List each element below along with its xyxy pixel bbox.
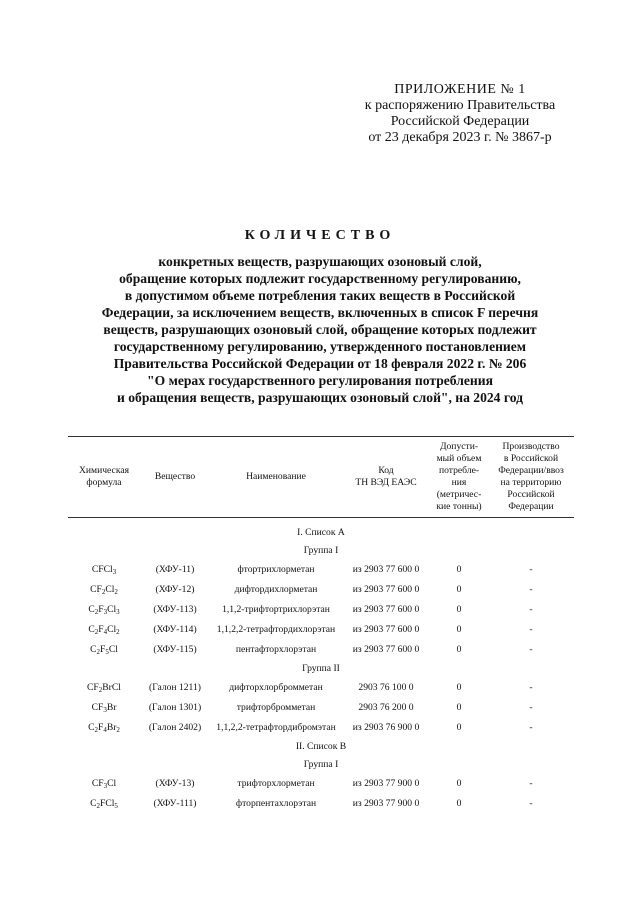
production-cell: -	[529, 682, 533, 693]
production-cell: -	[529, 722, 533, 733]
formula-part: 2	[94, 608, 99, 616]
formula-part: CF	[91, 778, 104, 789]
appendix-block	[330, 82, 590, 146]
header-line: ния	[451, 477, 467, 488]
table-header-row	[68, 437, 574, 518]
formula-cell	[68, 678, 140, 698]
formula-part: CF	[90, 584, 102, 595]
substance-cell: (ХФУ-114)	[153, 624, 197, 635]
document-subtitle	[60, 253, 580, 406]
formula-part: C	[88, 624, 95, 635]
substance-cell: (ХФУ-113)	[153, 604, 197, 615]
table-body	[68, 518, 574, 815]
substance-cell: (Галон 1211)	[149, 682, 201, 693]
formula-cell	[68, 640, 140, 660]
formula-cell	[68, 580, 140, 600]
group-title-row	[68, 660, 574, 678]
allowed-cell: 0	[456, 604, 462, 615]
formula-cell	[68, 794, 140, 814]
code-cell: из 2903 77 900 0	[352, 778, 420, 789]
group-title: Группа I	[303, 759, 339, 770]
name-cell: трифторхлорметан	[237, 778, 315, 789]
formula-part: 2	[96, 648, 100, 656]
substance-cell: (ХФУ-115)	[153, 644, 197, 655]
document-heading	[60, 228, 580, 406]
code-cell: из 2903 77 600 0	[352, 644, 420, 655]
formula-cell	[68, 698, 140, 718]
group-title: Группа II	[302, 663, 340, 674]
header-line: кие тонны)	[436, 501, 482, 512]
header-line: мый объем	[436, 453, 482, 464]
formula-part: C	[88, 604, 95, 615]
formula-cell	[68, 560, 140, 580]
substance-cell: (Галон 1301)	[148, 702, 202, 713]
formula-cell	[68, 600, 140, 620]
substance-cell: (Галон 2402)	[148, 722, 202, 733]
header-line: Федерации/ввоз	[498, 465, 564, 476]
formula-part: 3	[103, 706, 107, 714]
allowed-cell: 0	[456, 722, 462, 733]
formula-part: 5	[114, 802, 118, 810]
table-row	[68, 620, 574, 640]
name-cell: трифторбромметан	[236, 702, 316, 713]
header-line: Российской	[507, 489, 555, 500]
allowed-cell: 0	[456, 798, 462, 809]
formula-part: Cl	[105, 584, 115, 595]
substance-cell: (ХФУ-11)	[155, 564, 195, 575]
formula-part: C	[88, 722, 95, 733]
name-cell: фтортрихлорметан	[237, 564, 315, 575]
name-cell: пентафторхлорэтан	[235, 644, 317, 655]
allowed-cell: 0	[456, 702, 462, 713]
header-line: ТН ВЭД ЕАЭС	[355, 477, 417, 488]
header-line: Код	[378, 465, 394, 476]
allowed-cell: 0	[456, 624, 462, 635]
formula-part: C	[90, 798, 97, 809]
header-line: на территорию	[500, 477, 562, 488]
substance-cell: (ХФУ-111)	[153, 798, 197, 809]
formula-part: 3	[112, 568, 117, 576]
formula-part: 2	[114, 588, 118, 596]
production-cell: -	[529, 702, 533, 713]
code-cell: 2903 76 200 0	[358, 702, 414, 713]
table-row	[68, 580, 574, 600]
appendix-title: ПРИЛОЖЕНИЕ № 1	[394, 82, 526, 97]
formula-part: FCl	[100, 798, 115, 809]
subtitle-line: Правительства Российской Федерации от 18 февраля 2022 г. № 206	[113, 356, 527, 371]
formula-part: F	[98, 624, 104, 635]
header-substance	[140, 437, 210, 518]
table-row	[68, 718, 574, 738]
header-allowed-consumption	[430, 437, 488, 518]
formula-part: 2	[96, 802, 100, 810]
subtitle-line: обращение которых подлежит государственному регулированию,	[119, 271, 521, 286]
formula-part: BrCl	[102, 682, 121, 693]
name-cell: 1,1,2-трифтортрихлорэтан	[222, 604, 330, 615]
formula-part: 2	[101, 588, 106, 596]
header-line: Химическая	[78, 465, 130, 476]
formula-cell	[68, 774, 140, 794]
table-row	[68, 560, 574, 580]
code-cell: из 2903 77 600 0	[352, 584, 420, 595]
formula-part: F	[99, 644, 106, 655]
header-tn-ved-code	[342, 437, 430, 518]
group-title-row	[68, 756, 574, 774]
substance-cell: (ХФУ-12)	[155, 584, 195, 595]
code-cell: из 2903 77 600 0	[352, 604, 420, 615]
formula-part: Cl	[107, 624, 117, 635]
formula-part: 2	[98, 686, 103, 694]
allowed-cell: 0	[456, 644, 462, 655]
production-cell: -	[529, 644, 533, 655]
group-title-row	[68, 542, 574, 560]
formula-part: C	[90, 644, 97, 655]
code-cell: из 2903 76 900 0	[352, 722, 420, 733]
formula-part: Cl	[108, 644, 118, 655]
header-line: (метричес-	[436, 489, 482, 500]
header-line: Федерации	[508, 501, 554, 512]
production-cell: -	[529, 778, 533, 789]
production-cell: -	[529, 564, 533, 575]
formula-cell	[68, 718, 140, 738]
formula-cell	[68, 620, 140, 640]
header-line: Вещество	[154, 471, 196, 482]
allowed-cell: 0	[456, 564, 462, 575]
formula-part: 2	[94, 628, 99, 636]
header-line: формула	[86, 477, 122, 488]
formula-part: 4	[103, 726, 107, 734]
header-line: Наименование	[246, 471, 306, 482]
subtitle-line: веществ, разрушающих озоновый слой, обращение которых подлежит	[103, 322, 537, 337]
appendix-date-number: от 23 декабря 2023 г. № 3867-р	[368, 130, 552, 145]
table-row	[68, 794, 574, 814]
header-name	[210, 437, 342, 518]
appendix-reference: к распоряжению Правительства	[364, 98, 556, 113]
header-line: потребле-	[438, 465, 480, 476]
formula-part: 2	[94, 726, 98, 734]
appendix-authority: Российской Федерации	[390, 114, 530, 129]
production-cell: -	[529, 604, 533, 615]
allowed-cell: 0	[456, 584, 462, 595]
formula-part: Br	[106, 702, 117, 713]
group-title: Группа I	[303, 545, 339, 556]
name-cell: фторпентахлорэтан	[235, 798, 317, 809]
subtitle-line: государственному регулированию, утвержденного постановлением	[113, 339, 527, 354]
formula-part: 3	[103, 608, 108, 616]
name-cell: дифторхлорбромметан	[229, 682, 323, 693]
code-cell: из 2903 77 600 0	[352, 564, 420, 575]
allowed-cell: 0	[456, 778, 462, 789]
header-line: в Российской	[503, 453, 559, 464]
formula-part: 2	[116, 726, 120, 734]
formula-part: 2	[116, 628, 120, 636]
production-cell: -	[529, 798, 533, 809]
header-line: Допусти-	[439, 441, 479, 452]
subtitle-line: конкретных веществ, разрушающих озоновый слой,	[158, 254, 482, 269]
formula-part: 4	[103, 628, 108, 636]
subtitle-line: Федерации, за исключением веществ, включенных в список F перечня	[101, 305, 539, 320]
header-line: Производство	[502, 441, 560, 452]
table-row	[68, 678, 574, 698]
formula-part: Br	[106, 722, 117, 733]
formula-part: CF	[91, 702, 104, 713]
production-cell: -	[529, 584, 533, 595]
substance-cell: (ХФУ-13)	[155, 778, 195, 789]
name-cell: 1,1,2,2-тетрафтордихлорэтан	[216, 624, 336, 635]
code-cell: из 2903 77 600 0	[352, 624, 420, 635]
table-row	[68, 600, 574, 620]
subtitle-line: в допустимом объеме потребления таких веществ в Российской	[124, 288, 516, 303]
production-cell: -	[529, 624, 533, 635]
formula-part: 3	[116, 608, 120, 616]
formula-part: F	[98, 604, 104, 615]
table-row	[68, 640, 574, 660]
formula-part: CF	[87, 682, 99, 693]
subtitle-line: "О мерах государственного регулирования потребления	[147, 373, 493, 388]
name-cell: дифтордихлорметан	[234, 584, 318, 595]
formula-part: 3	[103, 782, 108, 790]
formula-part: F	[97, 722, 104, 733]
allowed-cell: 0	[456, 682, 462, 693]
table-row	[68, 774, 574, 794]
header-chemical-formula	[68, 437, 140, 518]
substances-table	[68, 436, 574, 814]
code-cell: 2903 76 100 0	[358, 682, 414, 693]
section-title: I. Список А	[297, 527, 345, 538]
name-cell: 1,1,2,2-тетрафтордибромэтан	[216, 722, 336, 733]
header-production-import	[488, 437, 574, 518]
formula-part: CFCl	[91, 564, 113, 575]
formula-part: Cl	[107, 604, 117, 615]
code-cell: из 2903 77 900 0	[352, 798, 420, 809]
section-title: II. Список B	[295, 741, 347, 752]
subtitle-line: и обращения веществ, разрушающих озоновый слой", на 2024 год	[117, 390, 523, 405]
section-title-row	[68, 738, 574, 756]
formula-part: 5	[105, 648, 109, 656]
table-row	[68, 698, 574, 718]
document-title: КОЛИЧЕСТВО	[244, 228, 396, 243]
formula-part: Cl	[107, 778, 117, 789]
section-title-row	[68, 524, 574, 542]
